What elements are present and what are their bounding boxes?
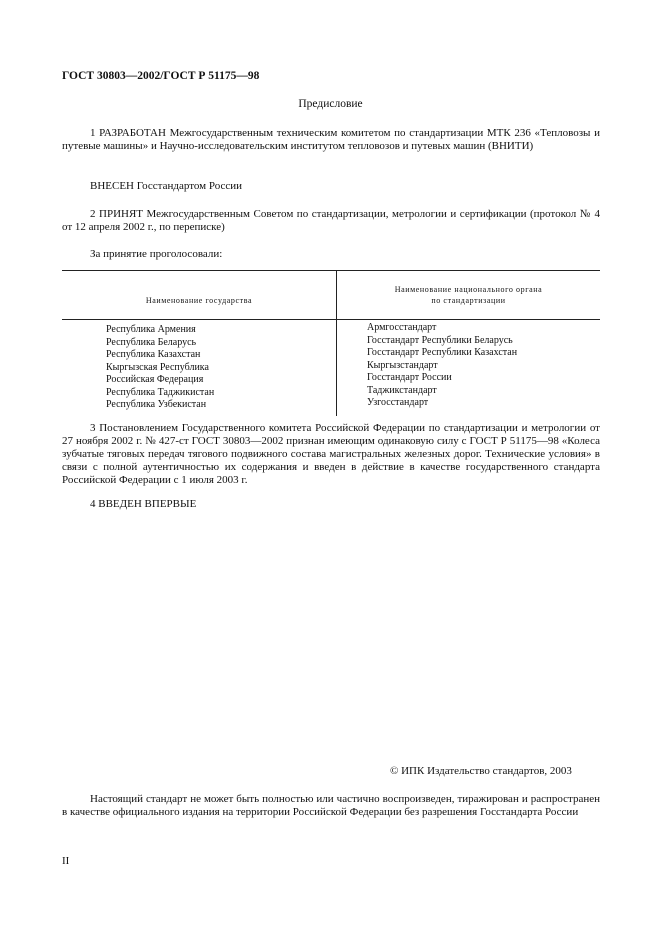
states-cell	[62, 320, 337, 417]
reproduction-notice: Настоящий стандарт не может быть полностью или частично воспроизведен, тиражирован и распространен в качестве официального издания на территории Российской Федерации без разрешения Госстандарта России	[62, 793, 600, 818]
document-header: ГОСТ 30803—2002/ГОСТ Р 51175—98	[62, 70, 260, 82]
state-item: Кыргызская Республика	[106, 361, 209, 373]
paragraph-resolution: 3 Постановлением Государственного комитета Российской Федерации по стандартизации и метрологии от 27 ноября 2002 г. № 427-ст ГОСТ 30803—2002 признан имеющим одинаковую силу с ГОСТ Р 51175—98 «Колеса зубчатые тяговых передач тягового подвижного состава магистральных железных дорог. Технические условия» в связи с полной аутентичностью их содержания и введен в действие в качестве государственного стандарта Российской Федерации с 1 июля 2003 г.	[62, 422, 600, 486]
body-item: Госстандарт Республики Казахстан	[367, 347, 518, 358]
body-item: Госстандарт Республики Беларусь	[367, 334, 513, 346]
state-item: Республика Таджикистан	[106, 386, 215, 398]
paragraph-developed-by: 1 РАЗРАБОТАН Межгосударственным техническим комитетом по стандартизации МТК 236 «Тепловозы и путевые машины» и Научно-исследовательским институтом тепловозов и путевых машин (ВНИТИ)	[62, 127, 600, 152]
copyright-notice: © ИПК Издательство стандартов, 2003	[390, 765, 572, 777]
state-item: Республика Узбекистан	[106, 399, 207, 410]
body-item: Кыргызстандарт	[367, 359, 438, 371]
column-header-national-body-line2: по стандартизации	[431, 296, 506, 305]
body-item: Госстандарт России	[367, 372, 452, 383]
bodies-cell	[337, 320, 601, 417]
paragraph-adopted-by: 2 ПРИНЯТ Межгосударственным Советом по стандартизации, метрологии и сертификации (протокол № 4 от 12 апреля 2002 г., по переписке)	[62, 208, 600, 233]
paragraph-introduced-by: ВНЕСЕН Госстандартом России	[90, 180, 243, 192]
body-item: Армгосстандарт	[367, 322, 437, 333]
state-item: Республика Беларусь	[106, 336, 197, 348]
paragraph-first-introduced: 4 ВВЕДЕН ВПЕРВЫЕ	[90, 498, 197, 510]
state-item: Республика Армения	[106, 324, 196, 335]
voting-table	[62, 270, 600, 408]
paragraph-voted-for: За принятие проголосовали:	[90, 248, 223, 260]
page-number: II	[62, 855, 70, 867]
preface-title: Предисловие	[298, 98, 363, 110]
body-item: Таджикстандарт	[367, 384, 437, 396]
column-header-state: Наименование государства	[62, 271, 337, 320]
state-item: Российская Федерация	[106, 374, 204, 385]
column-header-national-body	[337, 271, 601, 320]
state-item: Республика Казахстан	[106, 349, 201, 360]
body-item: Узгосстандарт	[367, 397, 429, 408]
column-header-national-body-line1: Наименование национального органа	[394, 285, 543, 294]
